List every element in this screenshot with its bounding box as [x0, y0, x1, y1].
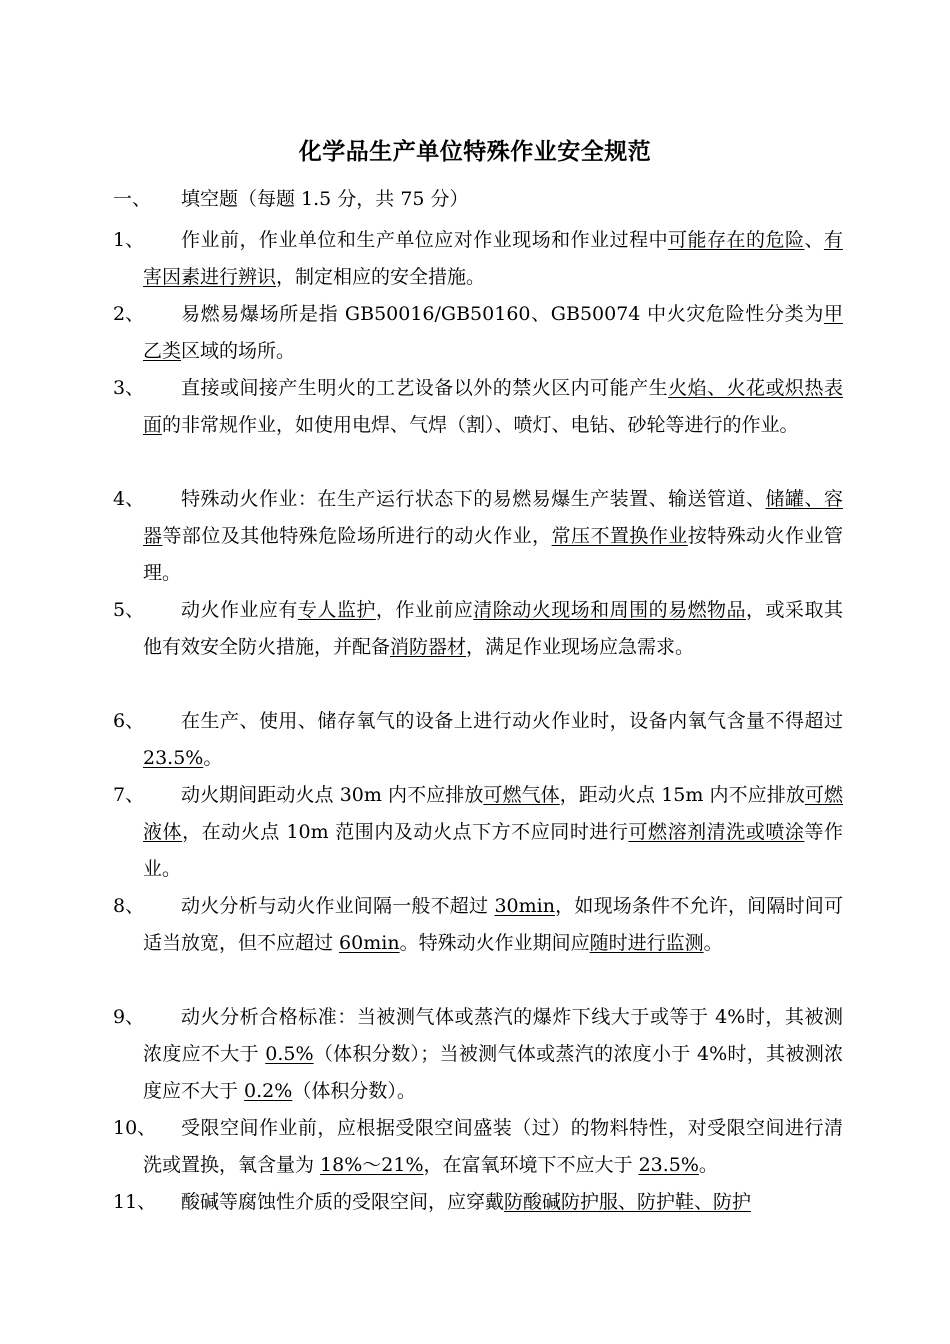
question-text	[113, 888, 843, 962]
question-item	[113, 481, 843, 592]
question-text-fragment: 动火作业应有	[181, 599, 298, 621]
question-text	[113, 1110, 843, 1184]
question-text	[113, 592, 843, 666]
question-text	[113, 703, 843, 777]
answer-blank: 甲乙类	[143, 303, 843, 362]
question-item	[113, 703, 843, 777]
question-item	[113, 1110, 843, 1184]
question-number: 5、	[113, 599, 145, 621]
question-item	[113, 1184, 843, 1221]
question-text	[113, 370, 843, 444]
answer-blank: 30min	[494, 895, 555, 917]
answer-blank: 可燃溶剂清洗或喷涂	[628, 821, 805, 843]
question-number: 1、	[113, 229, 145, 251]
question-number: 3、	[113, 377, 145, 399]
answer-blank: 消防器材	[390, 636, 467, 658]
question-number: 6、	[113, 710, 145, 732]
question-number: 10、	[113, 1117, 157, 1139]
question-text-fragment: 动火分析与动火作业间隔一般不超过	[181, 895, 495, 917]
question-text	[113, 481, 843, 592]
question-item	[113, 592, 843, 666]
question-text-fragment: （体积分数）。	[292, 1080, 416, 1102]
question-number: 2、	[113, 303, 145, 325]
question-item	[113, 296, 843, 370]
answer-blank: 清除动火现场和周围的易燃物品	[473, 599, 747, 621]
question-item	[113, 370, 843, 444]
question-text-fragment: 动火期间距动火点 30m 内不应排放	[181, 784, 484, 806]
question-number: 9、	[113, 1006, 145, 1028]
question-item	[113, 222, 843, 296]
answer-blank: 防酸碱防护服、防护鞋、防护	[504, 1191, 752, 1213]
question-text-fragment: 在生产、使用、储存氧气的设备上进行动火作业时，设备内氧气含量不得超过	[181, 710, 843, 732]
answer-blank: 0.2%	[244, 1080, 293, 1102]
question-text-fragment: 直接或间接产生明火的工艺设备以外的禁火区内可能产生	[181, 377, 669, 399]
question-text-fragment: ，如现场条件不允许，间隔时间可适当放宽，但不应超过	[143, 895, 843, 954]
section-heading	[113, 186, 469, 212]
question-text	[113, 222, 843, 296]
question-number: 8、	[113, 895, 145, 917]
answer-blank: 18%～21%	[320, 1154, 424, 1176]
answer-blank: 可燃气体	[483, 784, 560, 806]
document-title: 化学品生产单位特殊作业安全规范	[298, 138, 652, 165]
question-text-fragment: ，距动火点 15m 内不应排放	[559, 784, 805, 806]
question-text-fragment: 等作业。	[143, 821, 843, 880]
question-text-fragment: 的非常规作业，如使用电焊、气焊（割）、喷灯、电钻、砂轮等进行的作业。	[162, 414, 799, 436]
question-item	[113, 999, 843, 1110]
question-text-fragment: ，作业前应	[375, 599, 474, 621]
question-text-fragment: 。	[203, 747, 223, 769]
answer-blank: 0.5%	[265, 1043, 314, 1065]
question-number: 4、	[113, 488, 145, 510]
answer-blank: 可燃液体	[143, 784, 843, 843]
section-number: 一、	[113, 188, 152, 210]
question-text-fragment: 作业前，作业单位和生产单位应对作业现场和作业过程中	[181, 229, 669, 251]
question-text-fragment: 。	[698, 1154, 718, 1176]
answer-blank: 储罐、容器	[143, 488, 843, 547]
question-text-fragment: ，在动火点 10m 范围内及动火点下方不应同时进行	[182, 821, 629, 843]
answer-blank: 60min	[339, 932, 400, 954]
question-text	[113, 1184, 843, 1221]
question-text-fragment: 受限空间作业前，应根据受限空间盛装（过）的物料特性，对受限空间进行清洗或置换，氧含量为	[143, 1117, 843, 1176]
section-label: 填空题（每题 1.5 分，共 75 分）	[181, 188, 469, 210]
question-text	[113, 777, 843, 888]
answer-blank: 常压不置换作业	[551, 525, 688, 547]
answer-blank: 23.5%	[638, 1154, 699, 1176]
question-text-fragment: 。	[703, 932, 723, 954]
question-text-fragment: ，在富氧环境下不应大于	[423, 1154, 639, 1176]
question-text-fragment: 等部位及其他特殊危险场所进行的动火作业，	[162, 525, 552, 547]
question-text-fragment: 酸碱等腐蚀性介质的受限空间，应穿戴	[181, 1191, 505, 1213]
question-item	[113, 888, 843, 962]
question-text-fragment: 、	[804, 229, 824, 251]
answer-blank: 23.5%	[143, 747, 204, 769]
question-number: 7、	[113, 784, 145, 806]
question-text-fragment: ，满足作业现场应急需求。	[466, 636, 695, 658]
question-text-fragment: 动火分析合格标准：当被测气体或蒸汽的爆炸下线大于或等于 4%时，其被测浓度应不大于	[143, 1006, 843, 1065]
question-text	[113, 999, 843, 1110]
question-text-fragment: 按特殊动火作业管理。	[143, 525, 843, 584]
answer-blank: 有害因素进行辨识	[143, 229, 843, 288]
question-number: 11、	[113, 1191, 157, 1213]
answer-blank: 专人监护	[297, 599, 376, 621]
question-text-fragment: 特殊动火作业：在生产运行状态下的易燃易爆生产装置、输送管道、	[181, 488, 766, 510]
answer-blank: 随时进行监测	[589, 932, 704, 954]
answer-blank: 可能存在的危险	[668, 229, 805, 251]
question-text-fragment: 易燃易爆场所是指 GB50016/GB50160、GB50074 中火灾危险性分类为	[181, 303, 824, 325]
question-text-fragment: 。特殊动火作业期间应	[399, 932, 590, 954]
question-text-fragment: 区域的场所。	[181, 340, 296, 362]
question-text-fragment: ，或采取其他有效安全防火措施，并配备	[143, 599, 843, 658]
question-text-fragment: ，制定相应的安全措施。	[276, 266, 486, 288]
answer-blank: 火焰、火花或炽热表面	[143, 377, 843, 436]
question-item	[113, 777, 843, 888]
question-text-fragment: （体积分数）；当被测气体或蒸汽的浓度小于 4%时，其被测浓度应不大于	[143, 1043, 844, 1102]
question-text	[113, 296, 843, 370]
